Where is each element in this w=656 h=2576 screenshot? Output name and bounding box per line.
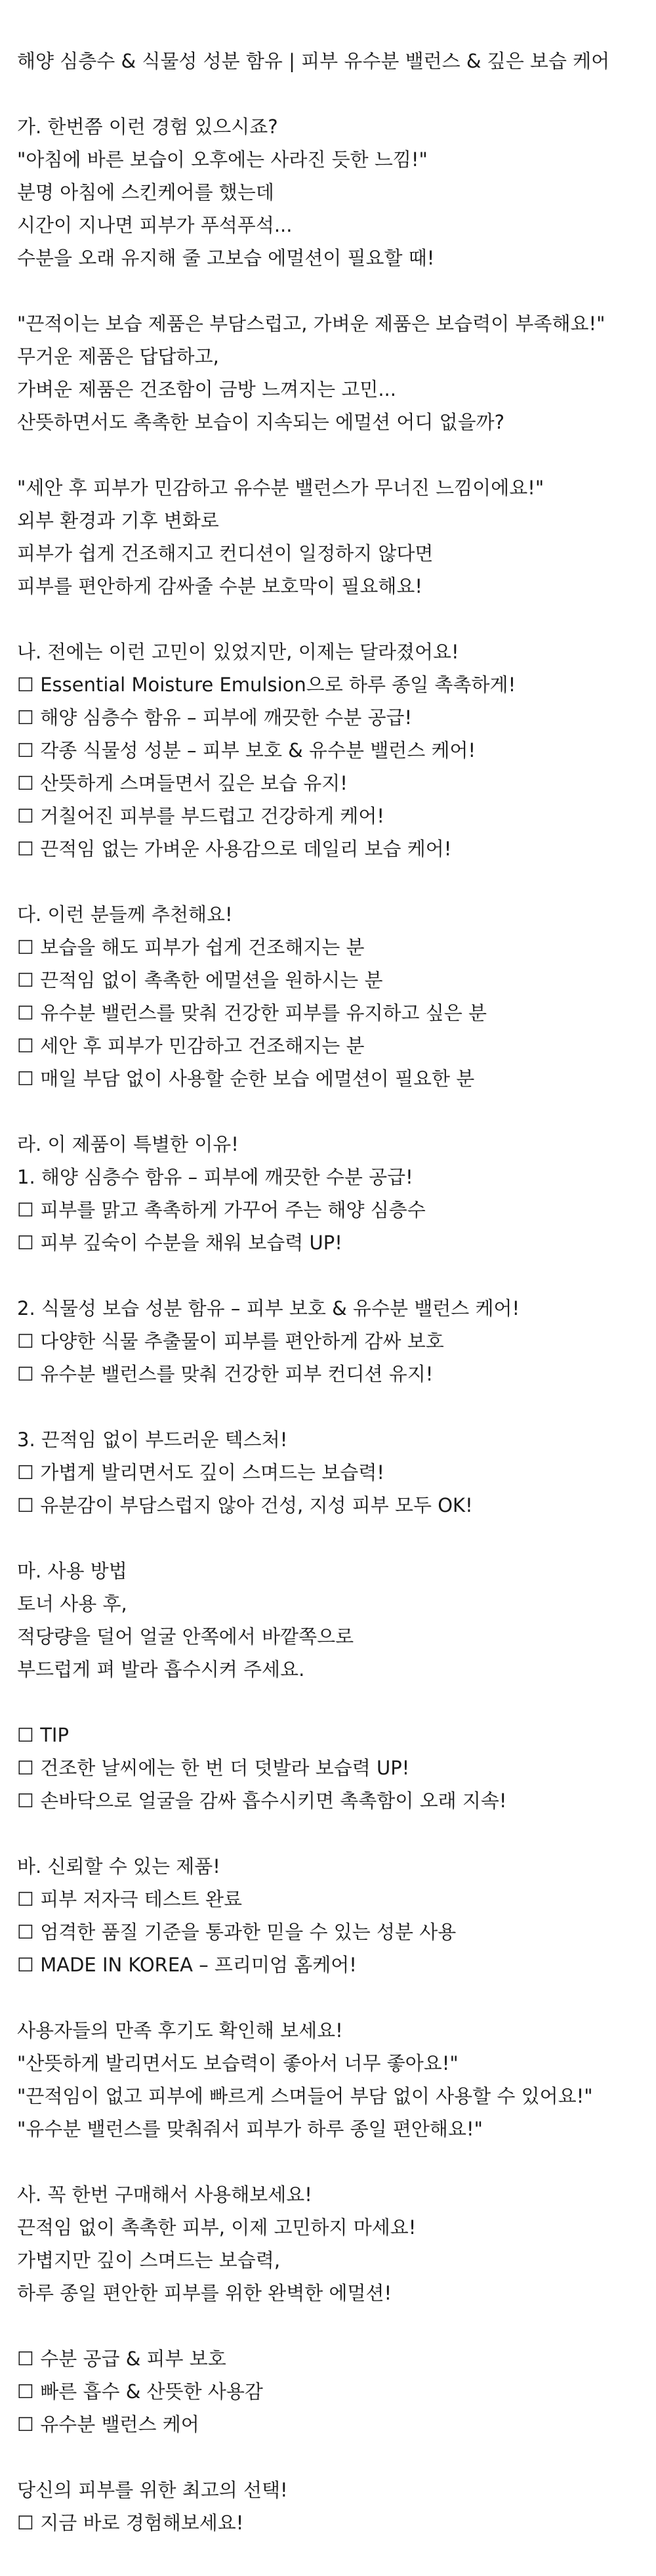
text-line: ☐ 끈적임 없는 가벼운 사용감으로 데일리 보습 케어! <box>17 838 452 860</box>
text-line: 나. 전에는 이런 고민이 있었지만, 이제는 달라졌어요! <box>17 641 459 663</box>
text-section <box>17 471 656 603</box>
text-line: 시간이 지나면 피부가 푸석푸석... <box>17 214 293 236</box>
text-section <box>17 898 656 1095</box>
text-line: 3. 끈적임 없이 부드러운 텍스처! <box>17 1428 288 1451</box>
text-section <box>17 1423 656 1522</box>
text-line: ☐ 유수분 밸런스 케어 <box>17 2413 199 2436</box>
text-section <box>17 110 656 274</box>
text-section <box>17 2014 656 2145</box>
text-line: ☐ TIP <box>17 1724 69 1746</box>
text-line: "끈적임이 없고 피부에 빠르게 스며들어 부담 없이 사용할 수 있어요!" <box>17 2085 593 2107</box>
text-line: ☐ 피부 저자극 테스트 완료 <box>17 1888 243 1910</box>
text-line: ☐ 엄격한 품질 기준을 통과한 믿을 수 있는 성분 사용 <box>17 1921 457 1943</box>
text-line: "산뜻하게 발리면서도 보습력이 좋아서 너무 좋아요!" <box>17 2052 459 2074</box>
text-line: 다. 이런 분들께 추천해요! <box>17 903 233 926</box>
text-line: 마. 사용 방법 <box>17 1560 127 1582</box>
text-line: 가벼운 제품은 건조함이 금방 느껴지는 고민... <box>17 378 396 400</box>
text-section <box>17 1128 656 1259</box>
text-section <box>17 307 656 439</box>
text-line: 가. 한번쯤 이런 경험 있으시죠? <box>17 116 278 138</box>
text-line: 가볍지만 깊이 스며드는 보습력, <box>17 2249 281 2271</box>
text-line: 2. 식물성 보습 성분 함유 – 피부 보호 & 유수분 밸런스 케어! <box>17 1297 520 1320</box>
text-line: ☐ 보습을 해도 피부가 쉽게 건조해지는 분 <box>17 936 365 958</box>
text-section <box>17 1850 656 1981</box>
text-line: "세안 후 피부가 민감하고 유수분 밸런스가 무너진 느낌이에요!" <box>17 477 544 499</box>
text-line: 적당량을 덜어 얼굴 안쪽에서 바깥쪽으로 <box>17 1625 354 1648</box>
text-line: 바. 신뢰할 수 있는 제품! <box>17 1855 220 1878</box>
text-line: ☐ 산뜻하게 스며들면서 깊은 보습 유지! <box>17 772 348 794</box>
text-section <box>17 1555 656 1686</box>
text-line: ☐ 유수분 밸런스를 맞춰 건강한 피부 컨디션 유지! <box>17 1363 434 1385</box>
text-line: ☐ 각종 식물성 성분 – 피부 보호 & 유수분 밸런스 케어! <box>17 739 476 762</box>
text-line: 1. 해양 심층수 함유 – 피부에 깨끗한 수분 공급! <box>17 1166 413 1188</box>
text-line: 사. 꼭 한번 구매해서 사용해보세요! <box>17 2183 312 2206</box>
text-line: 라. 이 제품이 특별한 이유! <box>17 1133 239 1155</box>
text-section <box>17 635 656 865</box>
text-line: ☐ 피부 깊숙이 수분을 채워 보습력 UP! <box>17 1232 342 1254</box>
text-line: "아침에 바른 보습이 오후에는 사라진 듯한 느낌!" <box>17 148 428 171</box>
text-line: ☐ 빠른 흡수 & 산뜻한 사용감 <box>17 2380 263 2403</box>
text-line: ☐ 거칠어진 피부를 부드럽고 건강하게 케어! <box>17 805 384 827</box>
text-line: ☐ 가볍게 발리면서도 깊이 스며드는 보습력! <box>17 1461 384 1484</box>
text-line: 하루 종일 편안한 피부를 위한 완벽한 에멀션! <box>17 2282 392 2304</box>
text-line: 토너 사용 후, <box>17 1593 127 1615</box>
text-line: 당신의 피부를 위한 최고의 선택! <box>17 2479 288 2501</box>
text-section <box>17 2178 656 2309</box>
text-section <box>17 1719 656 1817</box>
text-line: ☐ 건조한 날씨에는 한 번 더 덧발라 보습력 UP! <box>17 1757 410 1779</box>
text-line: 산뜻하면서도 촉촉한 보습이 지속되는 에멀션 어디 없을까? <box>17 411 505 433</box>
text-line: 피부를 편안하게 감싸줄 수분 보호막이 필요해요! <box>17 575 422 597</box>
text-line: ☐ 매일 부담 없이 사용할 순한 보습 에멀션이 필요한 분 <box>17 1067 475 1090</box>
text-line: ☐ 세안 후 피부가 민감하고 건조해지는 분 <box>17 1035 365 1057</box>
text-line: 부드럽게 펴 발라 흡수시켜 주세요. <box>17 1658 305 1681</box>
text-line: 무거운 제품은 답답하고, <box>17 345 219 368</box>
text-line: 수분을 오래 유지해 줄 고보습 에멀션이 필요할 때! <box>17 247 435 269</box>
text-line: 외부 환경과 기후 변화로 <box>17 509 219 532</box>
text-line: ☐ 지금 바로 경험해보세요! <box>17 2512 244 2534</box>
text-line: ☐ Essential Moisture Emulsion으로 하루 종일 촉촉하게! <box>17 674 516 696</box>
text-line: ☐ 유수분 밸런스를 맞춰 건강한 피부를 유지하고 싶은 분 <box>17 1002 487 1024</box>
text-line: ☐ 피부를 맑고 촉촉하게 가꾸어 주는 해양 심층수 <box>17 1199 426 1221</box>
text-line: 피부가 쉽게 건조해지고 컨디션이 일정하지 않다면 <box>17 542 434 565</box>
description-sections <box>17 110 656 2539</box>
text-line: ☐ 해양 심층수 함유 – 피부에 깨끗한 수분 공급! <box>17 706 413 729</box>
text-line: 끈적임 없이 촉촉한 피부, 이제 고민하지 마세요! <box>17 2216 417 2239</box>
text-section <box>17 1292 656 1390</box>
text-line: ☐ 수분 공급 & 피부 보호 <box>17 2348 226 2370</box>
text-line: "끈적이는 보습 제품은 부담스럽고, 가벼운 제품은 보습력이 부족해요!" <box>17 312 605 335</box>
text-line: 분명 아침에 스킨케어를 했는데 <box>17 181 274 204</box>
text-line: ☐ 유분감이 부담스럽지 않아 건성, 지성 피부 모두 OK! <box>17 1494 473 1516</box>
text-line: ☐ 손바닥으로 얼굴을 감싸 흡수시키면 촉촉함이 오래 지속! <box>17 1790 507 1812</box>
text-section <box>17 2342 656 2441</box>
text-line: 사용자들의 만족 후기도 확인해 보세요! <box>17 2019 343 2042</box>
text-line: ☐ 끈적임 없이 촉촉한 에멀션을 원하시는 분 <box>17 969 383 991</box>
text-line: ☐ MADE IN KOREA – 프리미엄 홈케어! <box>17 1954 357 1976</box>
text-section <box>17 2474 656 2539</box>
page-title: 해양 심층수 & 식물성 성분 함유 | 피부 유수분 밸런스 & 깊은 보습 케어 <box>17 50 610 72</box>
text-line: ☐ 다양한 식물 추출물이 피부를 편안하게 감싸 보호 <box>17 1330 444 1352</box>
text-line: "유수분 밸런스를 맞춰줘서 피부가 하루 종일 편안해요!" <box>17 2118 483 2140</box>
